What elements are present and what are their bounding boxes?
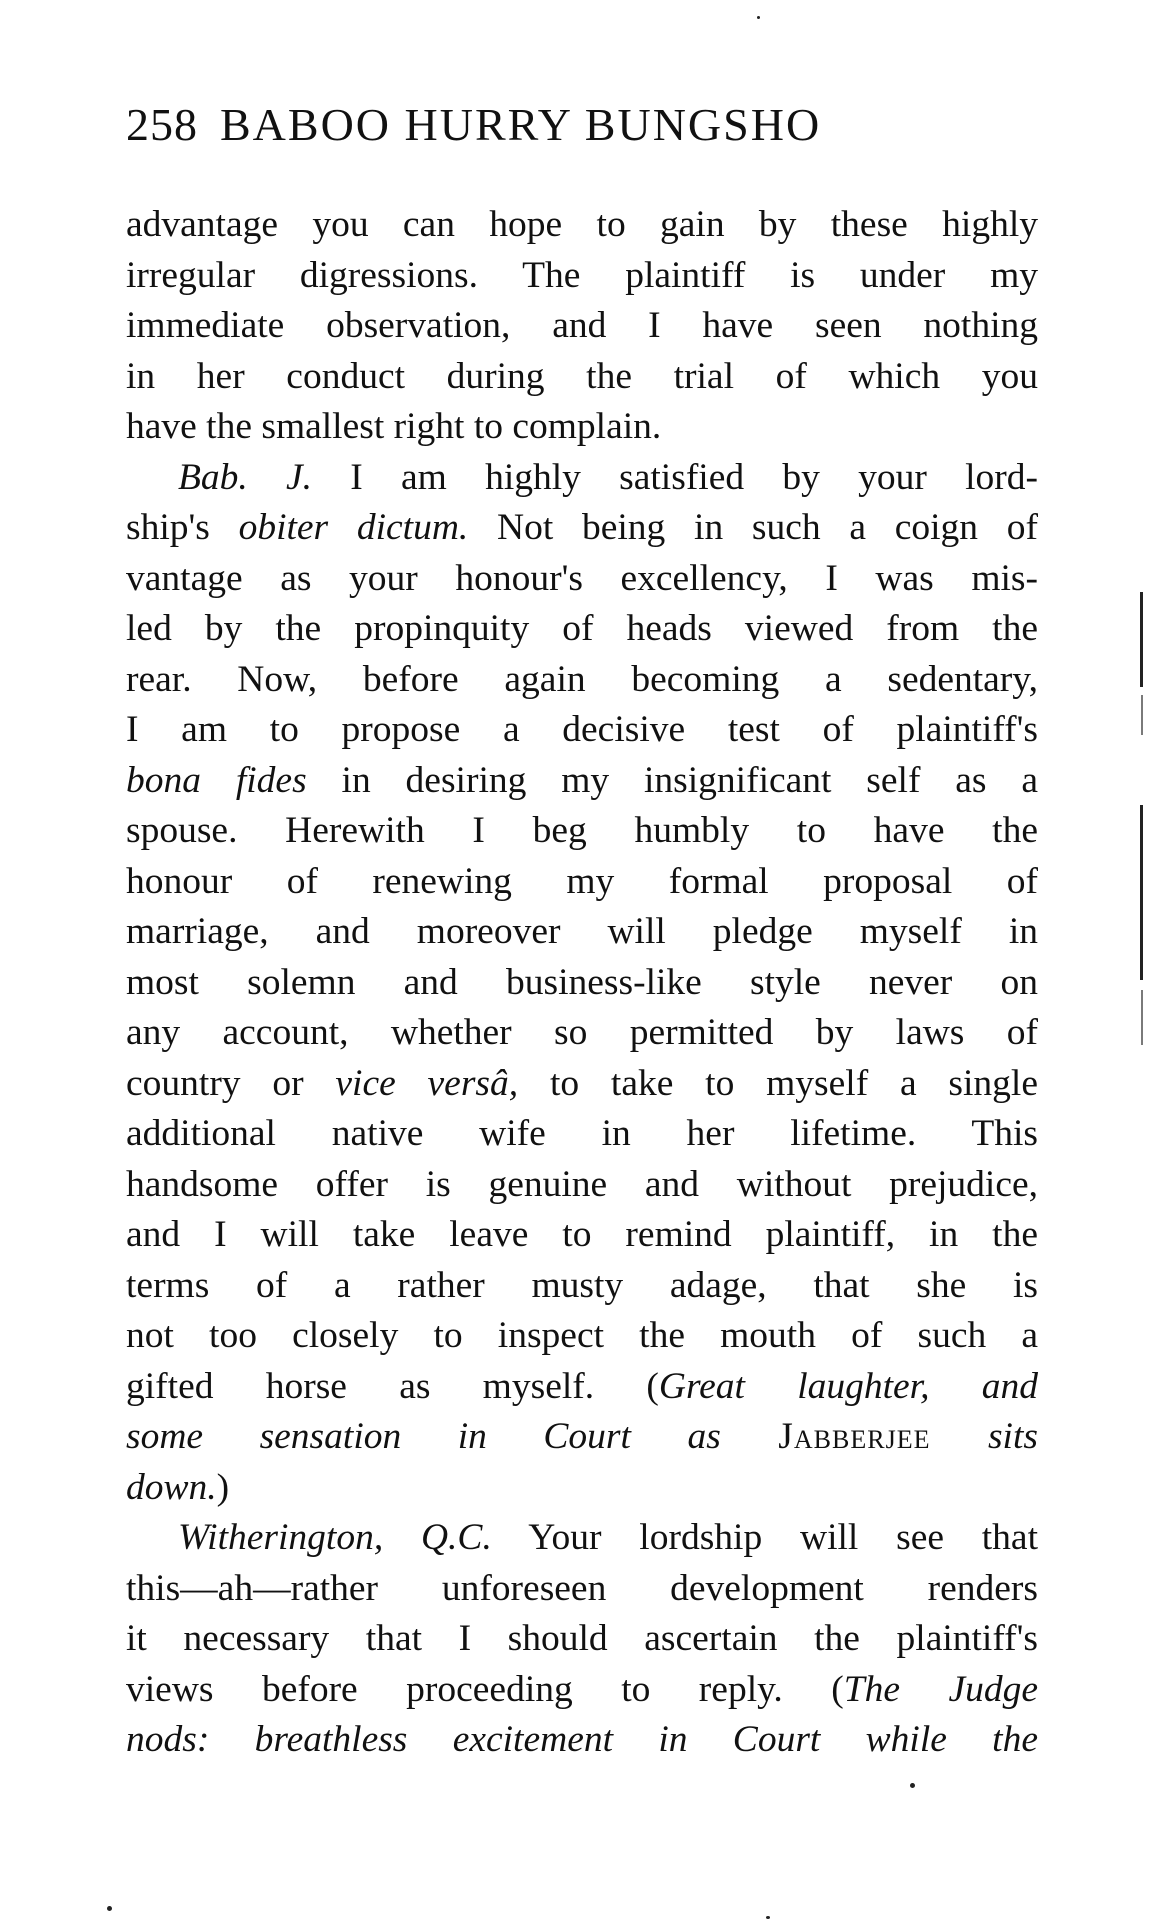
scan-margin-line xyxy=(1141,695,1143,735)
character-name: Jabberjee xyxy=(720,1416,988,1457)
text-line-16: most solemn and business-like style never on xyxy=(126,961,1038,1003)
text-line-23: not too closely to inspect the mouth of such a xyxy=(126,1315,1038,1356)
text-line-17: any account, whether so permitted by laws of xyxy=(126,1012,1038,1053)
text-line-15: marriage, and moreover will pledge myself in xyxy=(126,911,1038,952)
running-title: BABOO HURRY BUNGSHO xyxy=(220,99,822,150)
text-line-4: in her conduct during the trial of which you xyxy=(126,355,1038,397)
text-line-21: and I will take leave to remind plaintiff, in the xyxy=(126,1214,1038,1255)
scan-margin-line xyxy=(1140,805,1143,980)
text-line-29: it necessary that I should ascertain the plaintiff's xyxy=(126,1618,1038,1659)
text-line-26: down.) xyxy=(126,1466,230,1508)
text-line-14: honour of renewing my formal proposal of xyxy=(126,860,1038,902)
text-line-13: spouse. Herewith I beg humbly to have the xyxy=(126,810,1038,851)
text-line-28: this—ah—rather unforeseen development renders xyxy=(126,1567,1038,1609)
speaker-name: Bab. J. xyxy=(178,456,313,498)
text-line-31: nods: breathless excitement in Court while the xyxy=(126,1719,1038,1760)
text-line-2: irregular digressions. The plaintiff is under my xyxy=(126,254,1038,296)
text-line-6: Bab. J. I am highly satisfied by your lord- xyxy=(178,456,1038,498)
text-line-25: some sensation in Court as Jabberjee sits xyxy=(126,1416,1038,1457)
text-line-5: have the smallest right to complain. xyxy=(126,406,662,447)
text-line-24: gifted horse as myself. (Great laughter, and xyxy=(126,1365,1038,1407)
page-body-text xyxy=(126,200,1038,1766)
scan-speck xyxy=(910,1783,915,1788)
text-line-22: terms of a rather musty adage, that she is xyxy=(126,1264,1038,1306)
text-line-20: handsome offer is genuine and without prejudice, xyxy=(126,1163,1038,1205)
running-header xyxy=(126,98,821,151)
text-line-18: country or vice versâ, to take to myself a single xyxy=(126,1062,1038,1104)
text-line-7: ship's obiter dictum. Not being in such a coign of xyxy=(126,507,1038,548)
text-line-11: I am to propose a decisive test of plaintiff's xyxy=(126,709,1038,750)
page-number: 258 xyxy=(126,99,198,150)
text-line-12: bona fides in desiring my insignificant self as a xyxy=(126,759,1039,801)
speaker-name: Witherington, Q.C. xyxy=(178,1517,492,1558)
scan-margin-line xyxy=(1140,592,1143,687)
text-line-1: advantage you can hope to gain by these highly xyxy=(126,204,1038,245)
text-line-19: additional native wife in her lifetime. This xyxy=(126,1113,1038,1154)
text-line-3: immediate observation, and I have seen nothing xyxy=(126,305,1038,346)
text-line-27: Witherington, Q.C. Your lordship will see that xyxy=(178,1517,1038,1558)
text-line-30: views before proceeding to reply. (The Judge xyxy=(126,1668,1038,1710)
scan-speck xyxy=(766,1916,770,1919)
scan-speck xyxy=(107,1906,112,1911)
text-line-10: rear. Now, before again becoming a sedentary, xyxy=(126,658,1038,700)
scan-margin-line xyxy=(1141,990,1143,1045)
text-line-9: led by the propinquity of heads viewed from the xyxy=(126,608,1038,649)
text-line-8: vantage as your honour's excellency, I was mis- xyxy=(126,557,1038,599)
scan-speck xyxy=(757,16,760,19)
